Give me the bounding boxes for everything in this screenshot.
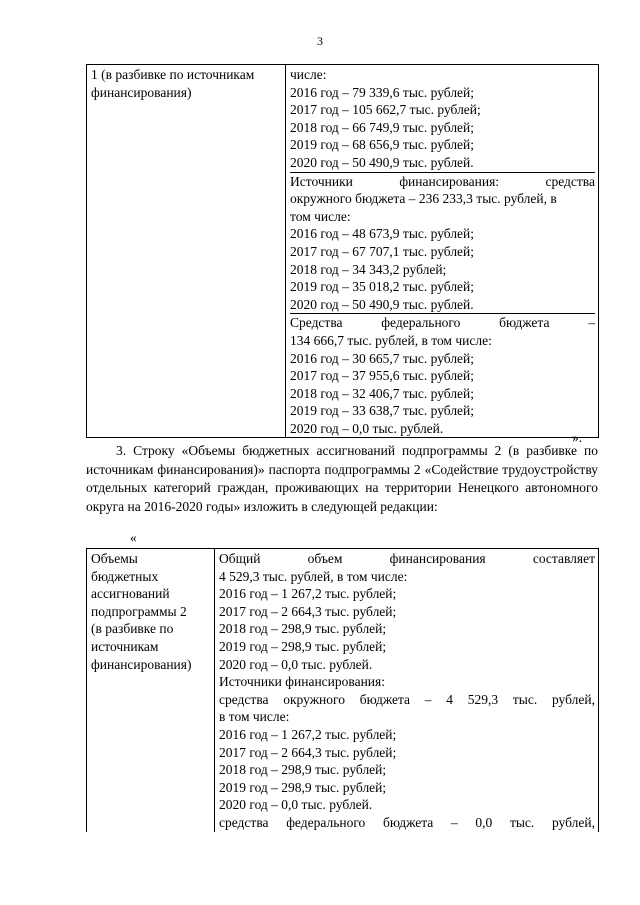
table-cell-label — [87, 65, 286, 438]
text-line: 2017 год – 105 662,7 тыс. рублей; — [290, 102, 481, 118]
word: Средства — [290, 315, 343, 331]
justified-line — [290, 314, 595, 332]
text-line: 2018 год – 298,9 тыс. рублей; — [219, 762, 387, 778]
text-line: окружного бюджета – 236 233,3 тыс. рублей, в — [290, 191, 557, 207]
text-line: 134 666,7 тыс. рублей, в том числе: — [290, 332, 492, 348]
label-line: бюджетных — [91, 568, 159, 584]
word: финансирования: — [399, 173, 500, 189]
text-line: 2017 год – 37 955,6 тыс. рублей; — [290, 368, 475, 384]
word: тыс. — [512, 691, 538, 707]
closing-quote: ». — [572, 430, 583, 445]
text-line: том числе: — [290, 208, 351, 224]
justified-line — [219, 550, 595, 568]
row-label: 1 (в разбивке по источникам финансирования) — [91, 67, 255, 100]
text-line: 2016 год – 79 339,6 тыс. рублей; — [290, 84, 475, 100]
text-line: 2016 год – 48 673,9 тыс. рублей; — [290, 226, 475, 242]
text-line: 2019 год – 298,9 тыс. рублей; — [219, 779, 387, 795]
text-line: 2020 год – 50 490,9 тыс. рублей. — [290, 296, 595, 315]
text-line: 2017 год – 2 664,3 тыс. рублей; — [219, 603, 397, 619]
text-line: 2020 год – 0,0 тыс. рублей. — [219, 797, 373, 813]
label-line: источникам — [91, 638, 159, 654]
word: бюджета — [382, 814, 434, 830]
text-line: 2019 год – 298,9 тыс. рублей; — [219, 638, 387, 654]
word: – — [424, 691, 432, 707]
text-line: 2019 год – 68 656,9 тыс. рублей; — [290, 137, 475, 153]
funding-table-subprogram-2 — [86, 548, 599, 832]
word: рублей, — [551, 814, 595, 830]
table-cell-values — [286, 65, 599, 438]
text-line: числе: — [290, 67, 327, 82]
justified-line — [219, 814, 595, 832]
word: средства — [219, 814, 269, 830]
text-line: 2017 год – 67 707,1 тыс. рублей; — [290, 243, 475, 259]
table-cell-values — [215, 549, 599, 832]
word: Источники — [290, 173, 353, 189]
funding-table-subprogram-1 — [86, 64, 599, 438]
table-row — [87, 549, 599, 832]
word: федерального — [381, 315, 461, 331]
text-line: 2018 год – 34 343,2 рублей; — [290, 261, 447, 277]
justified-line — [290, 173, 595, 191]
word: финансирования — [389, 551, 486, 566]
page-number: 3 — [317, 34, 323, 48]
word: федерального — [286, 814, 366, 830]
table-cell-label — [87, 549, 215, 832]
word: бюджета — [499, 315, 550, 331]
text-line: 2016 год – 30 665,7 тыс. рублей; — [290, 350, 475, 366]
word: тыс. — [509, 814, 535, 830]
label-line: (в разбивке по — [91, 621, 174, 637]
word: рублей, — [551, 691, 595, 707]
text-line: 2018 год – 32 406,7 тыс. рублей; — [290, 385, 475, 401]
body-paragraph: 3. Строку «Объемы бюджетных ассигнований подпрограммы 2 (в разбивке по источникам финансирования)» паспорта подпрограммы 2 «Содействие трудоустройству отдельных категорий граждан, проживающих на территории Ненецкого автономного округа на 2016-2020 годы» изложить в следующей редакции: — [86, 443, 598, 514]
text-line: 2016 год – 1 267,2 тыс. рублей; — [219, 586, 397, 602]
text-line: 2019 год – 33 638,7 тыс. рублей; — [290, 403, 475, 419]
word: Общий — [219, 551, 261, 566]
label-line: Объемы — [91, 551, 138, 566]
text-line: 2020 год – 0,0 тыс. рублей. — [219, 656, 373, 672]
table-row — [87, 65, 599, 438]
opening-quote: « — [130, 530, 137, 545]
word: окружного — [283, 691, 345, 707]
label-line: ассигнований — [91, 586, 170, 602]
word: бюджета — [359, 691, 411, 707]
word: 4 — [446, 691, 454, 707]
text-line: Источники финансирования: — [219, 674, 385, 690]
text-line: в том числе: — [219, 709, 290, 725]
justified-line — [219, 691, 595, 709]
word: объем — [307, 551, 343, 566]
text-line: 2017 год – 2 664,3 тыс. рублей; — [219, 744, 397, 760]
text-line: 2020 год – 0,0 тыс. рублей. — [290, 420, 444, 436]
text-line: 4 529,3 тыс. рублей, в том числе: — [219, 568, 408, 584]
label-line: подпрограммы 2 — [91, 603, 187, 619]
word: 0,0 — [475, 814, 493, 830]
text-line: 2020 год – 50 490,9 тыс. рублей. — [290, 154, 595, 173]
text-line: 2016 год – 1 267,2 тыс. рублей; — [219, 726, 397, 742]
word: средства — [219, 691, 269, 707]
word: средства — [545, 173, 595, 189]
word: – — [588, 315, 595, 331]
word: составляет — [532, 551, 595, 566]
text-line: 2018 год – 66 749,9 тыс. рублей; — [290, 119, 475, 135]
text-line: 2018 год – 298,9 тыс. рублей; — [219, 621, 387, 637]
word: – — [450, 814, 458, 830]
text-line: 2019 год – 35 018,2 тыс. рублей; — [290, 279, 475, 295]
label-line: финансирования) — [91, 656, 192, 672]
word: 529,3 — [467, 691, 499, 707]
